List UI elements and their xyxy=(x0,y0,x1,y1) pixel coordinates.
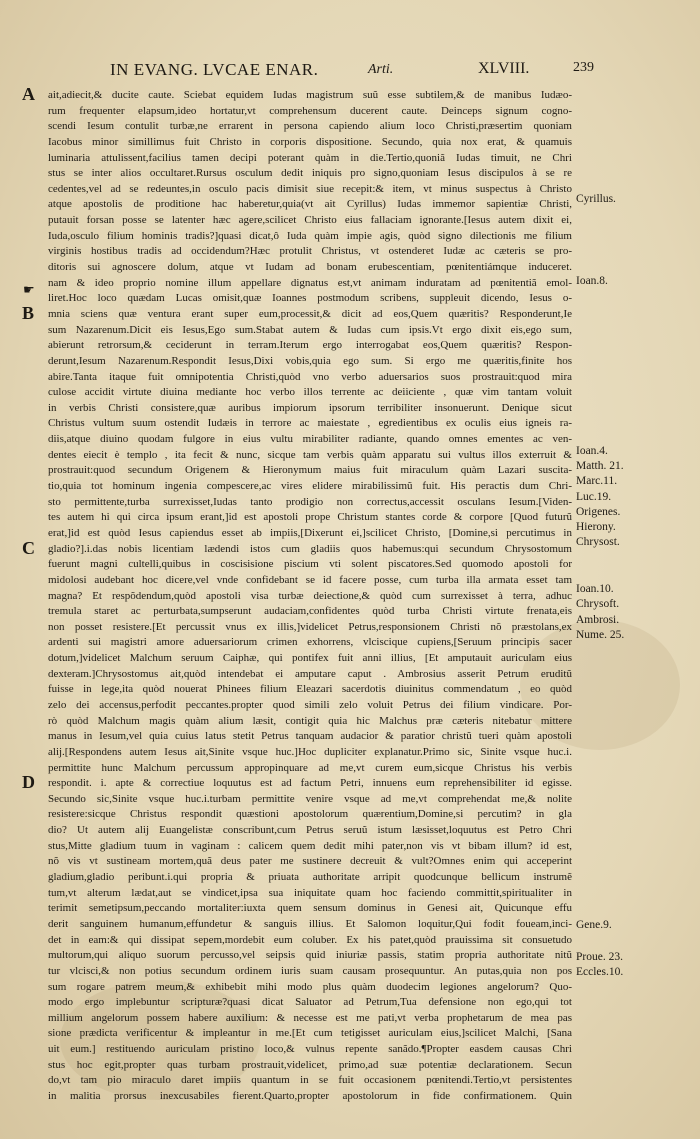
text-line: nõ vis vt sustineam mortem,quã deus pater me sustinere decreuit & vult?Omnes enim qui acceperint xyxy=(48,855,572,868)
text-line: scendi Iesum contulit turbæ,ne errarent in persona capiendo alium loco Christi,præsertim quoniam xyxy=(48,120,572,133)
section-marker-a: A xyxy=(22,84,35,104)
margin-note: Luc.19. xyxy=(576,491,612,503)
text-line: resistere:sicque Christus respondit quæstioni apostolorum quærentium,Domine,si percutim? in gla xyxy=(48,808,572,821)
text-line: luminaria attulissent,facilius tamen decipi poterant quàm in die.Tertio,quoniã Iudas timuit, ne Chri xyxy=(48,151,572,164)
text-line: sto permittente,turba surrexisset,Iudas tanto prodigio non correctus,accessit osculans Iesum.[Viden- xyxy=(48,495,572,508)
margin-note: Proue. 23. xyxy=(576,951,623,963)
text-line: rum frequenter elapsum,ideo hortatur,vt comprehensum ducerent caute. Deinceps signum cogno- xyxy=(48,104,572,117)
text-line: respondit. i. apte & correctiue loquutus est ad factum Petri, innuens eum reprehensibiliter id egisse. xyxy=(48,777,572,790)
text-line: liret.Hoc loco quædam Lucas omisit,quæ Ioannes postmodum scribens, suppleuit dicendo, Iesus o- xyxy=(48,292,572,305)
margin-note: Origenes. xyxy=(576,506,621,518)
margin-note: Marc.11. xyxy=(576,475,618,487)
text-line: ditoris sui agnoscere dolum, atque vt Iudam ad bonam erubescentiam, pœnitentiámque induceret. xyxy=(48,261,572,274)
text-line: gladium,gladio peribunt.i.qui propria & priuata authoritate arripit quodcunque bellicum instrumẽ xyxy=(48,871,572,884)
text-line: tes autem hi qui circa ipsum erant,]id est apostoli prope Christum stantes corde & corpore [Quod futurũ xyxy=(48,511,572,524)
text-line: abire.Tanta itaque fuit omnipotentia Christi,quòd vno verbo aduersarios suos prostrauit:quod mira xyxy=(48,370,572,383)
text-line: in malitia prorsus inexcusabiles fierent.Quarto,propter apostolorum in fide confirmationem. Quin xyxy=(48,1090,572,1102)
margin-note: Ioan.10. xyxy=(576,583,614,595)
running-head-title: IN EVANG. LVCAE ENAR. xyxy=(110,60,319,79)
text-line: atque apostolis de proditione hac haberetur,quia(vt ait Cyrillus) Iudas immemor sapientiæ Christi, xyxy=(48,198,572,211)
text-line: dentes eiecit è templo , ita fecit & nunc, sicque tam verbis quàm apparatu sui vultus illos exterruit & xyxy=(48,448,572,461)
margin-note: Cyrillus. xyxy=(576,193,616,205)
text-line: ait,adiecit,& ducite caute. Sciebat equidem Iudas magistrum suũ esse subtilem,& de manibus Iudæo- xyxy=(48,89,572,101)
text-line: zelo dei accensus,perfodit peccantes.propter quod simili zelo voluit Petrus dei filium vindicare. Por- xyxy=(48,698,572,711)
text-line: virginis hostibus tradis ad occidendum?Hæc protulit Christus, vt ostenderet Iudæ ac cæteris se pro- xyxy=(48,245,572,258)
text-line: tur vlcisci,& non potius secundum ordinem iuris suam causam prosequuntur. An putas,quia non pos xyxy=(48,964,572,977)
text-line: Christus vultum suum ostendit Iudæis in terrore ac maiestate , egredientibus ex oculis eius igneis ra- xyxy=(48,417,572,430)
text-line: det in eam:& qui dissipat sepem,mordebit eum coluber. Ex his patet,quòd prauissima sit consuetudo xyxy=(48,933,572,946)
margin-note: Ioan.4. xyxy=(576,445,608,457)
text-line: ardenti sui magistri amore aduersariorum crimen exhorrens, vlciscique cupiens,[Seruum principis sacer xyxy=(48,636,572,649)
text-line: sum rogare patrem meum,& exhibebit mihi modo plus quàm duodecim legiones angelorum? Quo- xyxy=(48,980,572,993)
text-line: diis,atque diuino quodam fulgore in eius vultu mirabiliter radiante, quando omnes ementes ac ven- xyxy=(48,433,572,446)
text-line: Secundo sic,Sinite vsque huc.i.turbam permittite venire vsque ad me,vt comprehendat me,& nolite xyxy=(48,792,572,805)
section-marker-b: B xyxy=(22,303,35,323)
text-line: tum,vt alterum lædat,aut se vindicet,ipsa sua iniquitate quam hoc faciendo committit,spiritualiter in xyxy=(48,886,572,899)
section-marker-c: C xyxy=(22,538,35,558)
margin-note: Ambrosi. xyxy=(576,614,620,626)
margin-note: Chrysost. xyxy=(576,536,620,548)
text-line: dexteram.]Chrysostomus ait,quòd intendebat ei amputare caput . Ambrosius asserit Petrum eruditũ xyxy=(48,667,572,680)
margin-note: Eccles.10. xyxy=(576,966,624,978)
text-line: alij.[Respondens autem Iesus ait,Sinite vsque huc.]Hoc dupliciter explanatur.Primo sic, Sinite vsque huc.i. xyxy=(48,745,572,758)
text-line: midolosi audebant hoc dicere,vel vnde confidebant se id facere posse, cum turba illa armata esset tam xyxy=(48,573,572,586)
text-line: permittite hunc Malchum percussum appropinquare ad me,vt curem eum,sicque Christus his verbis xyxy=(48,761,572,774)
commentary-text xyxy=(48,88,572,1105)
text-line: prostrauit:quod secundum Origenem & Hieronymum maius fuit miraculum quàm Lazari suscita- xyxy=(48,464,572,477)
text-line: non posset resistere.[Et percussit vnus ex illis,]videlicet Petrus,responsionem Christi nõ præstolans,ex xyxy=(48,620,572,633)
text-line: abierunt retrorsum,& ceciderunt in terram.Iterum ergo interrogabat eos,Quem quæritis? Respon- xyxy=(48,339,572,352)
text-line: stus se inter alios occultaret.Rursus osculum dedit iniquis pro signo,quoniam Iesus discipulos à se re xyxy=(48,167,572,180)
running-head-section: Arti. xyxy=(368,62,394,77)
text-line: terimit semetipsum,peccando mortaliter:iuxta quem sensum dominus in Genesi ait, Quicunque effu xyxy=(48,902,572,915)
text-line: millium angelorum possem habere auxilium: & necesse est me pati,vt verba prophetarum de mea pas xyxy=(48,1011,572,1024)
text-line: stus hoc egit,propter quas turbam prostrauit,videlicet, primo,ad suæ potentiæ declarationem. Secun xyxy=(48,1058,572,1071)
text-line: tio,quia tot hominum ingenia compescere,ac vires elidere mirabilissimũ fuit. His peractis dum Chri- xyxy=(48,480,572,493)
margin-note: Chrysoft. xyxy=(576,598,620,610)
page-number: 239 xyxy=(573,60,594,75)
text-line: putauit forsan posse se latenter hæc agere,scilicet Christo eius fallaciam ignorante.[Iesus autem dixit ei, xyxy=(48,214,572,227)
text-line: tremula staret ac perturbata,sumpserunt audaciam,confidentes quòd turba Christi virtute frenata,eis xyxy=(48,605,572,618)
margin-note: Gene.9. xyxy=(576,919,612,931)
text-line: erat,]id est quòd Iesus capiendus esset ab impiis,[Dixerunt ei,]scilicet Christo, [Domine,si percutimus in xyxy=(48,526,572,539)
margin-note: Matth. 21. xyxy=(576,460,624,472)
text-line: culose accidit virtute diuina mediante hoc verbo illos terrente ac deiiciente , quæ vim tantam voluit xyxy=(48,386,572,399)
text-line: fuisse in lege,ita quòd nouerat Phinees filium Eleazari sacerdotis diuinitus commendatum , eo quòd xyxy=(48,683,572,696)
text-line: sione prædicta verificentur & impleantur in me.[Et cum tetigisset auriculam eius,]scilicet Malchi, [Sana xyxy=(48,1027,572,1040)
text-line: dio? Ut autem alij Euangelistæ conscribunt,cum Petrus seruũ istum læsisset,loquutus est Petro Chri xyxy=(48,824,572,837)
text-line: derit sanguinem humanum,effundetur & sanguis illius. Et Salomon loquitur,Qui fodit foueam,inci- xyxy=(48,917,572,930)
text-line: gladio?].i.das nobis licentiam lædendi istos cum gladiis quos habemus:qui secundum Chrysostomum xyxy=(48,542,572,555)
text-line: fuerunt magni cultelli,quibus in coscisisione piscium vti solent piscatores.Sed quomodo apostoli for xyxy=(48,558,572,571)
folio-roman-numeral: XLVIII. xyxy=(478,60,530,77)
text-line: sum Nazarenum.Dicit eis Iesus,Ego sum.Stabat autem & Iudas cum ipsis.Vt ergo dixit eis,ego sum, xyxy=(48,323,572,336)
text-line: do,vt tam pio miraculo daret impiis quantum in se fuit occasionem pœnitendi.Tertio,vt persistentes xyxy=(48,1074,572,1087)
text-line: nam & ideo proprio nomine illum appellare dignatus est,vt animam induratam ad pœnitentiã emol- xyxy=(48,276,572,289)
text-line: manus in Iesum,vel quia cuius latus stetit Petrus tanquam audacior & paratior christũ tueri quàm apostoli xyxy=(48,730,572,743)
text-line: rò quòd Malchum magis quàm alium læsit, contigit quia hic Malchus præ cæteris nitebatur mittere xyxy=(48,714,572,727)
margin-note: Ioan.8. xyxy=(576,275,608,287)
text-line: Iuda,osculo filium hominis tradis?]quasi dicat,ô Iuda quàm impie agis, quòd signo dilectionis me filium xyxy=(48,229,572,242)
text-line: modo ergo implebuntur scripturæ?quasi dicat Saluator ad Petrum,Tua defensione non ego,qui tot xyxy=(48,996,572,1009)
margin-note: Nume. 25. xyxy=(576,629,625,641)
section-marker-d: D xyxy=(22,772,35,792)
text-line: dotum,]videlicet Malchum seruum Caiphæ, qui pontifex fuit anni illius, [Et amputauit auriculam eius xyxy=(48,652,572,665)
text-line: cedentes,vel ad se redeuntes,in osculo pacis dimisit siue recepit:& item, vt minus suspectus à Christo xyxy=(48,182,572,195)
pointing-hand-icon: ☛ xyxy=(23,282,35,297)
text-line: in verbis Christi consistere,quæ auribus impiorum ipsorum terribiliter insonuerunt. Denique sicut xyxy=(48,401,572,414)
text-line: mnia sciens quæ ventura erant super eum,processit,& dicit ad eos,Quem quæritis? Responderunt,Ie xyxy=(48,307,572,320)
text-line: stus,Mitte gladium tuum in vaginam : calicem quem dedit mihi pater,non vis vt bibam illum? id est, xyxy=(48,839,572,852)
text-line: uit eum.] restituendo auriculam pristino loco,& vulnus repente sanãdo.¶Propter easdem causas Chri xyxy=(48,1043,572,1056)
text-line: multorum,qui aliquo suorum percusso,vel seipsis quid iniuriæ passis, statim propria authoritate nitũ xyxy=(48,949,572,962)
margin-note: Hierony. xyxy=(576,521,616,533)
text-line: Iacobus minor simillimus fuit Christo in corporis dispositione. Secundo, quia nox erat, & quamuis xyxy=(48,135,572,148)
running-head xyxy=(0,60,700,86)
text-line: derunt,Iesum Nazarenum.Respondit Iesus,Dixi vobis,quia ego sum. Si ergo me quæritis,finite hos xyxy=(48,354,572,367)
text-line: magna? Et respõdendum,quòd apostoli visa turbæ deiectione,& quòd cum surrexisset à terra, adhuc xyxy=(48,589,572,602)
